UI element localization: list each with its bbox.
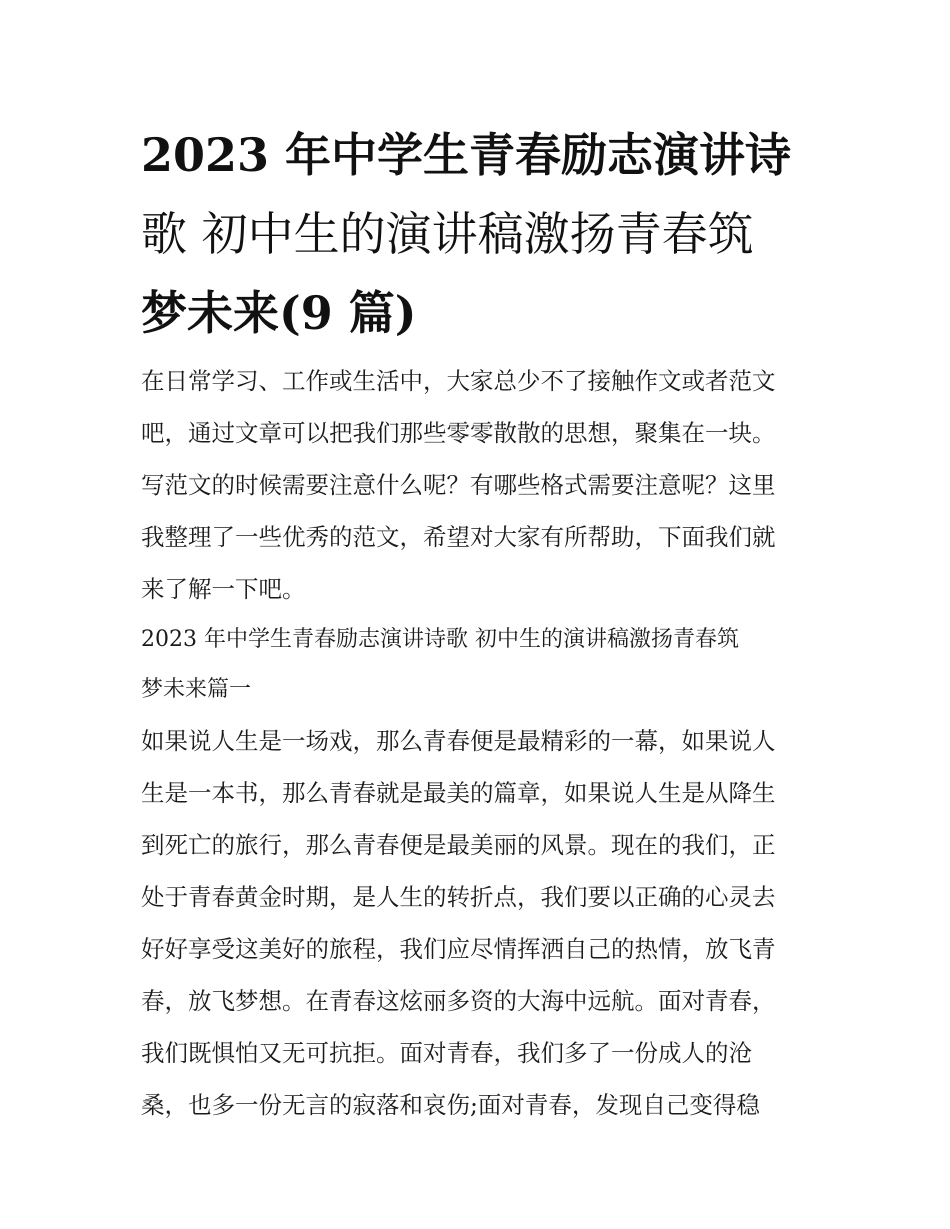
document-content (141, 116, 813, 1131)
intro-paragraph (141, 355, 813, 615)
title-line: 梦未来(9 篇) (141, 286, 417, 340)
intro-line: 来了解一下吧。 (141, 575, 306, 603)
body-line: 生是一本书，那么青春就是最美的篇章，如果说人生是从降生 (141, 779, 776, 807)
body-line: 我们既惧怕又无可抗拒。面对青春，我们多了一份成人的沧 (141, 1039, 752, 1067)
body-line: 桑，也多一份无言的寂落和哀伤;面对青春，发现自己变得稳 (141, 1091, 760, 1119)
title-line: 2023 年中学生青春励志演讲诗 (141, 128, 792, 182)
body-line: 处于青春黄金时期，是人生的转折点，我们要以正确的心灵去 (141, 883, 776, 911)
document-title (141, 116, 813, 353)
intro-line: 吧，通过文章可以把我们那些零零散散的思想，聚集在一块。 (141, 419, 776, 447)
body-line: 到死亡的旅行，那么青春便是最美丽的风景。现在的我们，正 (141, 831, 776, 859)
body-line: 好好享受这美好的旅程，我们应尽情挥洒自己的热情，放飞青 (141, 935, 776, 963)
body-line: 春，放飞梦想。在青春这炫丽多资的大海中远航。面对青春， (141, 987, 776, 1015)
section-heading-line: 2023 年中学生青春励志演讲诗歌 初中生的演讲稿激扬青春筑 (141, 627, 739, 652)
body-paragraph (141, 715, 813, 1131)
body-line: 如果说人生是一场戏，那么青春便是最精彩的一幕，如果说人 (141, 727, 776, 755)
section-heading-line: 梦未来篇一 (141, 677, 252, 702)
intro-line: 写范文的时候需要注意什么呢？有哪些格式需要注意呢？这里 (141, 471, 776, 499)
title-line: 歌 初中生的演讲稿激扬青春筑 (141, 207, 754, 261)
intro-line: 在日常学习、工作或生活中，大家总少不了接触作文或者范文 (141, 367, 776, 395)
intro-line: 我整理了一些优秀的范文，希望对大家有所帮助，下面我们就 (141, 523, 776, 551)
section-heading (141, 615, 813, 715)
